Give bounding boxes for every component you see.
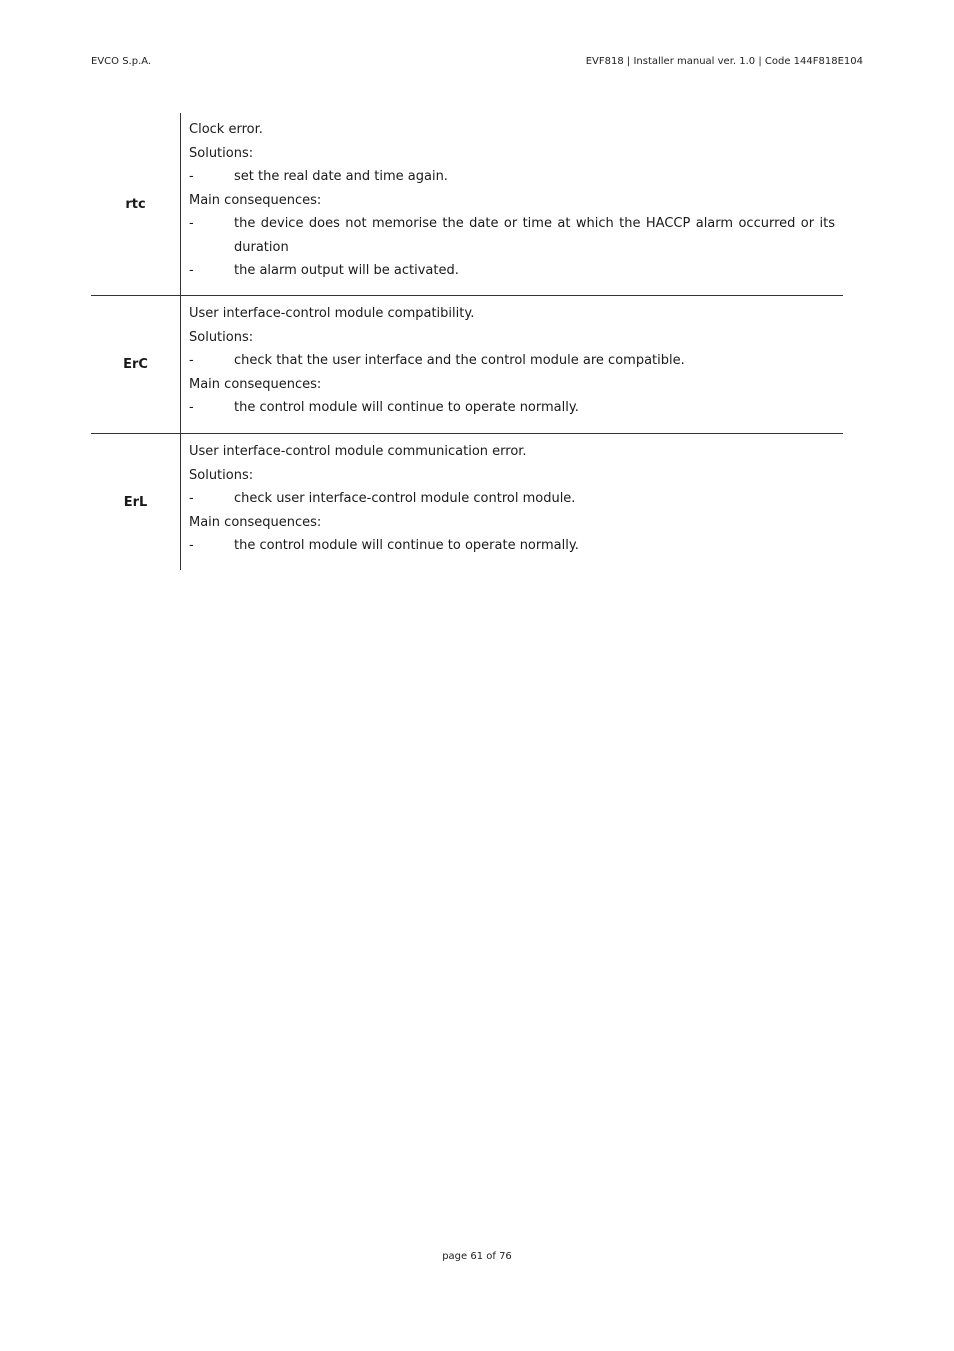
alarm-description	[181, 296, 843, 433]
consequence-text: the control module will continue to operate normally.	[234, 400, 579, 415]
table-row	[91, 113, 843, 295]
consequence-text: the control module will continue to operate normally.	[234, 538, 579, 553]
list-item	[189, 212, 835, 259]
solutions-label: Solutions:	[189, 145, 254, 161]
page-number: page 61 of 76	[442, 1251, 512, 1262]
list-item	[189, 165, 835, 189]
solution-text: check user interface-control module control module.	[234, 491, 576, 506]
alarm-title: User interface-control module communication error.	[189, 444, 527, 459]
alarm-description	[181, 434, 843, 570]
list-dash: -	[189, 216, 194, 231]
header-document-info: EVF818 | Installer manual ver. 1.0 | Code 144F818E104	[585, 56, 863, 67]
list-dash: -	[189, 169, 194, 184]
consequences-label: Main consequences:	[189, 376, 322, 392]
solutions-label: Solutions:	[189, 467, 254, 483]
alarm-title: Clock error.	[189, 122, 263, 137]
consequence-text: the device does not memorise the date or time at which the HACCP alarm occurred or its duration	[234, 216, 835, 255]
list-dash: -	[189, 263, 194, 278]
list-dash: -	[189, 538, 194, 553]
alarm-code: ErC	[91, 296, 181, 433]
header-company: EVCO S.p.A.	[91, 56, 152, 67]
solutions-label: Solutions:	[189, 329, 254, 345]
alarm-code: rtc	[91, 113, 181, 295]
list-dash: -	[189, 491, 194, 506]
list-item	[189, 349, 835, 373]
alarm-title: User interface-control module compatibility.	[189, 306, 475, 321]
solution-text: set the real date and time again.	[234, 169, 448, 184]
list-item	[189, 396, 835, 420]
alarm-code: ErL	[91, 434, 181, 570]
list-item	[189, 259, 835, 283]
solution-text: check that the user interface and the control module are compatible.	[234, 353, 685, 368]
consequence-text: the alarm output will be activated.	[234, 263, 459, 278]
table-row	[91, 295, 843, 433]
list-dash: -	[189, 400, 194, 415]
list-item	[189, 534, 835, 558]
list-item	[189, 487, 835, 511]
alarm-table	[91, 113, 843, 570]
table-row	[91, 433, 843, 570]
list-dash: -	[189, 353, 194, 368]
consequences-label: Main consequences:	[189, 514, 322, 530]
alarm-description	[181, 113, 843, 295]
consequences-label: Main consequences:	[189, 192, 322, 208]
